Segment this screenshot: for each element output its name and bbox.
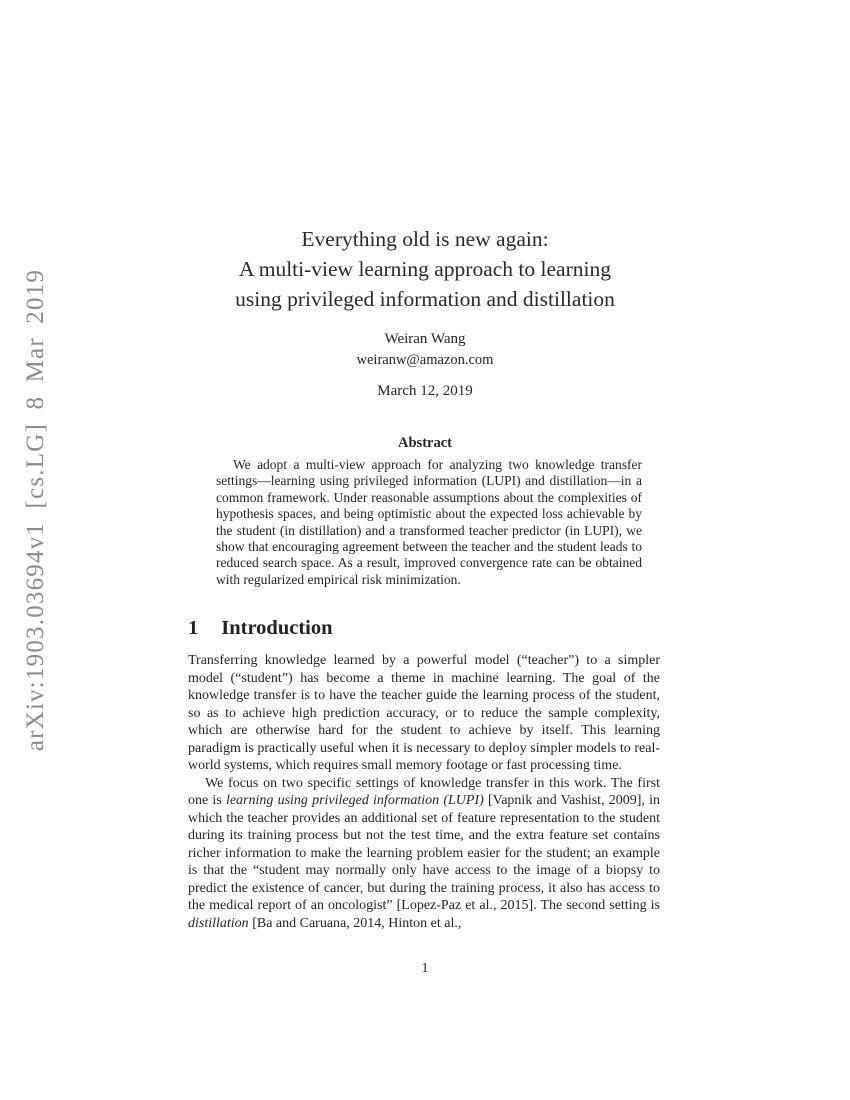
intro-p2-text-middle: [Vapnik and Vashist, 2009], in which the teacher provides an additional set of feature representation to the student during its training process but not the test time, and the extra feature set contains richer information to make the learning problem easier for the student; an example is that the “student may normally only have access to the image of a biopsy to predict the existence of cancer, but during the training process, it also has access to the medical report of an oncologist” [Lopez-Paz et al., 2015]. The second setting is — [188, 793, 660, 913]
intro-p2-text-end: [Ba and Caruana, 2014, Hinton et al., — [248, 915, 462, 931]
introduction-body — [188, 652, 660, 932]
abstract-body — [216, 457, 642, 588]
title-line-2: A multi-view learning approach to learning — [239, 257, 611, 281]
author-name: Weiran Wang — [384, 331, 466, 347]
intro-paragraph-1: Transferring knowledge learned by a powerful model (“teacher”) to a simpler model (“student”) has become a theme in machine learning. The goal of the knowledge transfer is to have the teacher guide the learning process of the student, so as to achieve high prediction accuracy, or to reduce the sample complexity, which are otherwise hard for the student to achieve by itself. This learning paradigm is practically useful when it is necessary to deploy simpler models to real-world systems, which requires small memory footage or fast processing time. — [188, 653, 660, 773]
intro-p2-text-start: We focus on two specific settings of knowledge transfer in this work. The first one is — [188, 775, 660, 808]
title-line-1: Everything old is new again: — [301, 227, 549, 251]
abstract-text: We adopt a multi-view approach for analyzing two knowledge transfer settings—learning using privileged information (LUPI) and distillation—in a common framework. Under reasonable assumptions about the complexities of hypothesis spaces, and being optimistic about the expected loss achievable by the student (in distillation) and a transformed teacher predictor (in LUPI), we show that encouraging agreement between the teacher and the student leads to reduced search space. As a result, improved convergence rate can be obtained with regularized empirical risk minimization. — [216, 457, 642, 587]
author-email: weiranw@amazon.com — [356, 352, 494, 368]
section-title: Introduction — [221, 617, 333, 639]
title-line-3: using privileged information and distillation — [235, 287, 615, 311]
page-number: 1 — [421, 960, 429, 975]
section-number: 1 — [188, 617, 199, 639]
paper-title — [0, 224, 850, 314]
arxiv-watermark: arXiv:1903.03694v1 [cs.LG] 8 Mar 2019 — [22, 268, 49, 752]
term-distillation: distillation — [188, 915, 249, 931]
paper-date: March 12, 2019 — [377, 383, 473, 399]
abstract-heading: Abstract — [398, 435, 452, 451]
intro-paragraph-2 — [188, 775, 660, 933]
section-heading-introduction — [188, 617, 333, 640]
term-lupi: learning using privileged information (LUPI) — [225, 793, 484, 808]
